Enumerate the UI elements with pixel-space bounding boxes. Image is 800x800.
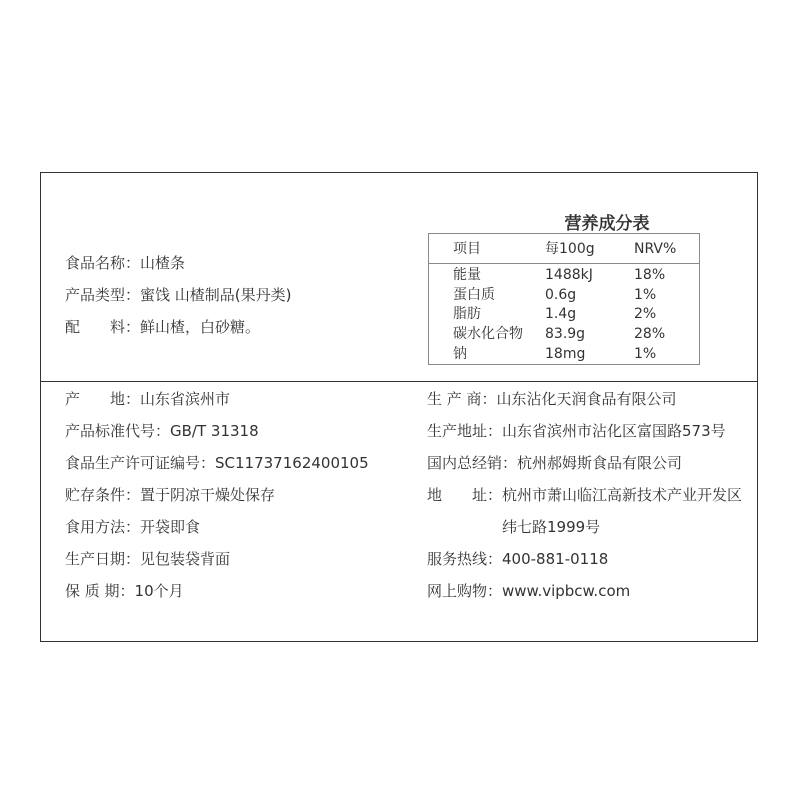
origin-value: 山东省滨州市 xyxy=(140,390,231,408)
nutrition-row-sodium-value: 18mg xyxy=(545,346,586,362)
nutrition-row-carbs-nrv: 28% xyxy=(634,326,666,342)
license-value: SC11737162400105 xyxy=(215,454,369,472)
usage-label: 食用方法： xyxy=(65,518,141,536)
nutrition-row-fat-value: 1.4g xyxy=(545,306,577,322)
origin-row xyxy=(65,389,230,409)
online-shop-row xyxy=(427,581,630,601)
nutrition-row-carbs-name: 碳水化合物 xyxy=(453,326,523,342)
maker-address-value: 山东省滨州市沾化区富国路573号 xyxy=(502,422,726,440)
product-name-value: 山楂条 xyxy=(140,254,186,272)
ingredients-label: 配 料： xyxy=(65,318,141,336)
online-shop-value: www.vipbcw.com xyxy=(502,582,631,600)
shelf-life-row xyxy=(65,581,184,601)
maker-label: 生 产 商： xyxy=(427,390,497,408)
section-divider xyxy=(41,381,757,382)
nutrition-header-item: 项目 xyxy=(453,241,481,257)
nutrition-row-carbs-value: 83.9g xyxy=(545,326,586,342)
nutrition-row-fat-name: 脂肪 xyxy=(453,306,481,322)
usage-row xyxy=(65,517,200,537)
maker-row xyxy=(427,389,677,409)
origin-label: 产 地： xyxy=(65,390,141,408)
nutrition-row-sodium-nrv: 1% xyxy=(634,346,657,362)
nutrition-row-energy-value: 1488kJ xyxy=(545,267,593,283)
online-shop-label: 网上购物： xyxy=(427,582,503,600)
standard-value: GB/T 31318 xyxy=(170,422,259,440)
hotline-row xyxy=(427,549,608,569)
distributor-row xyxy=(427,453,682,473)
production-date-label: 生产日期： xyxy=(65,550,141,568)
food-label xyxy=(40,172,758,642)
nutrition-row-sodium-name: 钠 xyxy=(453,346,467,362)
nutrition-row-fat-nrv: 2% xyxy=(634,306,657,322)
product-type-row xyxy=(65,285,292,305)
address-label: 地 址： xyxy=(427,486,503,504)
shelf-life-value: 10个月 xyxy=(134,582,184,600)
ingredients-row xyxy=(65,317,260,337)
nutrition-row-energy-name: 能量 xyxy=(453,267,481,283)
production-date-value: 见包装袋背面 xyxy=(140,550,231,568)
nutrition-title: 营养成分表 xyxy=(564,214,650,234)
shelf-life-label: 保 质 期： xyxy=(65,582,135,600)
ingredients-value: 鲜山楂，白砂糖。 xyxy=(140,318,261,336)
address-value: 杭州市萧山临江高新技术产业开发区 xyxy=(502,486,743,504)
nutrition-header-per100g: 每100g xyxy=(545,241,595,257)
product-name-row xyxy=(65,253,185,273)
product-name-label: 食品名称： xyxy=(65,254,141,272)
address-row-continued xyxy=(502,517,600,537)
product-type-value: 蜜饯 山楂制品(果丹类) xyxy=(140,286,292,304)
address-row xyxy=(427,485,742,505)
hotline-label: 服务热线： xyxy=(427,550,503,568)
distributor-value: 杭州郝姆斯食品有限公司 xyxy=(517,454,683,472)
nutrition-table xyxy=(428,233,700,365)
maker-address-label: 生产地址： xyxy=(427,422,503,440)
license-row xyxy=(65,453,369,473)
address-value-line2: 纬七路1999号 xyxy=(502,518,601,536)
nutrition-header-nrv: NRV% xyxy=(634,241,677,257)
storage-label: 贮存条件： xyxy=(65,486,141,504)
nutrition-row-energy-nrv: 18% xyxy=(634,267,666,283)
storage-value: 置于阴凉干燥处保存 xyxy=(140,486,276,504)
maker-value: 山东沾化天润食品有限公司 xyxy=(496,390,677,408)
distributor-label: 国内总经销： xyxy=(427,454,518,472)
nutrition-header-divider xyxy=(429,263,699,264)
storage-row xyxy=(65,485,275,505)
standard-label: 产品标准代号： xyxy=(65,422,171,440)
nutrition-row-protein-value: 0.6g xyxy=(545,287,577,303)
hotline-value: 400-881-0118 xyxy=(502,550,609,568)
standard-row xyxy=(65,421,259,441)
usage-value: 开袋即食 xyxy=(140,518,201,536)
production-date-row xyxy=(65,549,230,569)
license-label: 食品生产许可证编号： xyxy=(65,454,216,472)
nutrition-row-protein-name: 蛋白质 xyxy=(453,287,495,303)
nutrition-row-protein-nrv: 1% xyxy=(634,287,657,303)
product-type-label: 产品类型： xyxy=(65,286,141,304)
maker-address-row xyxy=(427,421,726,441)
